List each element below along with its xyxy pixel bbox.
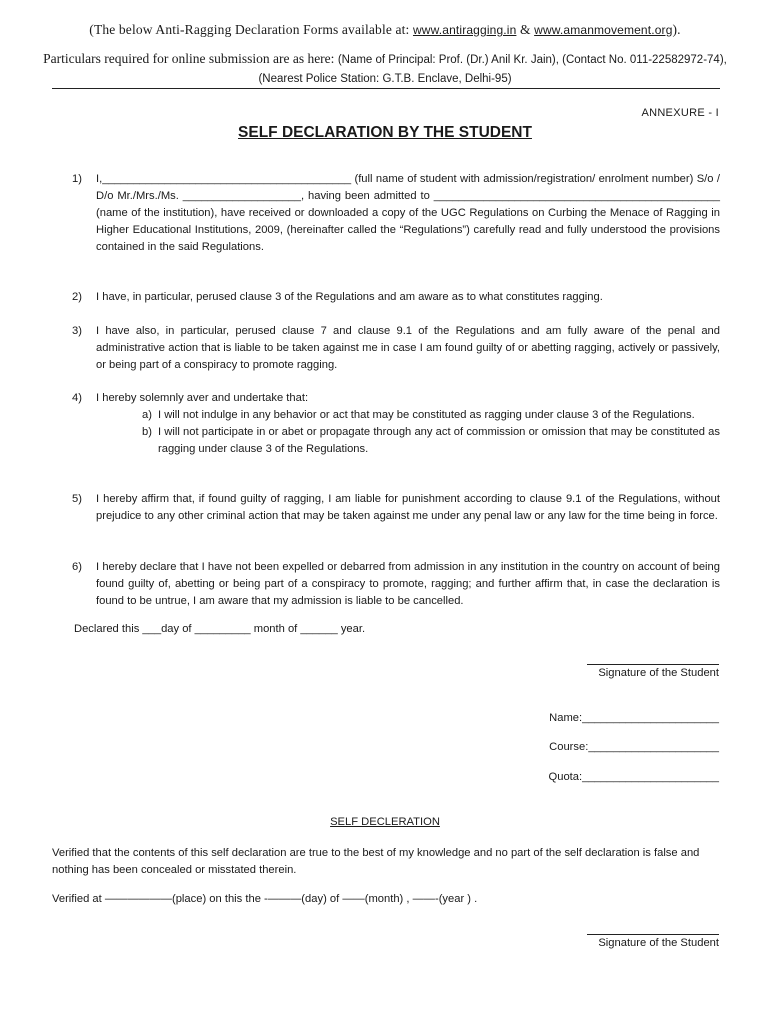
signature-label-1: Signature of the Student (598, 667, 719, 679)
item-number: 3) (72, 325, 82, 337)
item-number: 5) (72, 493, 82, 505)
page-title: SELF DECLARATION BY THE STUDENT (238, 124, 532, 141)
verification-statement: Verified that the contents of this self declaration are true to the best of my knowledge and no part of the self declaration is false and nothing has been concealed or misstated therein. (52, 847, 700, 876)
sub-item-text: I will not participate in or abet or propagate through any act of commission or omission that may be constituted as ragging under clause 3 of the Regulations. (158, 426, 720, 455)
declaration-item-6 (72, 559, 720, 610)
self-decleration-heading: SELF DECLERATION (330, 816, 440, 828)
declaration-item-4 (72, 390, 720, 458)
particulars-detail: (Name of Principal: Prof. (Dr.) Anil Kr. Jain), (Contact No. 011-22582972-74), (Nearest Police Station: G.T.B. Enclave, Delhi-95) (258, 54, 727, 85)
item-number: 1) (72, 173, 82, 185)
header-line1-suffix: ). (672, 22, 681, 37)
header-line1-amp: & (516, 22, 535, 37)
sub-item-a (142, 407, 720, 424)
sub-item-text: I will not indulge in any behavior or act that may be constituted as ragging under clause 3 of the Regulations. (158, 409, 695, 421)
declared-date-line: Declared this ___day of _________ month of ______ year. (74, 623, 366, 635)
sub-items (142, 407, 720, 458)
item-text: I have also, in particular, perused clause 7 and clause 9.1 of the Regulations and am fully aware of the penal and administrative action that is liable to be taken against me in case I am found guilty of or abetting ragging, actively or passively, or being part of a conspiracy to promote ragging. (96, 325, 720, 371)
sub-item-b (142, 424, 720, 458)
signature-line-2 (587, 934, 719, 935)
item-text: I have, in particular, perused clause 3 of the Regulations and am aware as to what constitutes ragging. (96, 291, 603, 303)
item-number: 6) (72, 561, 82, 573)
verified-at-line: Verified at ——————(place) on this the -———(day) of ——(month) , ——-(year ) . (52, 893, 478, 905)
item-text: I,________________________________________ (full name of student with admission/registration/ enrolment number) S/o / D/o Mr./Mrs./Ms. ___________________, having been admitted to ______________________________________________ (name of the institution), have received or downloaded a copy of the UGC Regulations on Curbing the Menace of Ragging in Higher Educational Institutions, 2009, (hereinafter called the “Regulations”) carefully read and fully understood the provisions contained in the said Regulations. (96, 173, 720, 253)
header-particulars (40, 50, 730, 88)
header-availability-line (0, 22, 770, 38)
item-number: 4) (72, 392, 82, 404)
header-line1-prefix: (The below Anti-Ragging Declaration Forms available at: (89, 22, 413, 37)
antiragging-link[interactable]: www.antiragging.in (412, 23, 517, 37)
name-field[interactable]: Name:______________________ (549, 712, 719, 724)
item-text: I hereby solemnly aver and undertake that: (96, 392, 309, 404)
sub-item-label: a) (142, 409, 152, 421)
course-field[interactable]: Course:_____________________ (549, 741, 719, 753)
item-number: 2) (72, 291, 82, 303)
quota-field[interactable]: Quota:______________________ (548, 771, 719, 783)
item-text: I hereby affirm that, if found guilty of ragging, I am liable for punishment according to clause 9.1 of the Regulations, without prejudice to any other criminal action that may be taken against me under any penal law or any law for the time being in force. (96, 493, 720, 522)
sub-item-label: b) (142, 426, 152, 438)
declaration-item-1 (72, 171, 720, 256)
amanmovement-link[interactable]: www.amanmovement.org (534, 23, 673, 37)
annexure-label: ANNEXURE - I (641, 107, 719, 119)
particulars-prefix: Particulars required for online submission are as here: (43, 51, 338, 66)
declaration-item-3 (72, 323, 720, 374)
signature-line-1 (587, 664, 719, 665)
item-text: I hereby declare that I have not been expelled or debarred from admission in any institution in the country on account of being found guilty of, abetting or being part of a conspiracy to promote, ragging; and further affirm that, in case the declaration is found to be untrue, I am aware that my admission is liable to be cancelled. (96, 561, 720, 607)
declaration-item-5 (72, 491, 720, 525)
declaration-item-2 (72, 289, 720, 306)
header-divider (52, 88, 720, 89)
signature-label-2: Signature of the Student (598, 937, 719, 949)
